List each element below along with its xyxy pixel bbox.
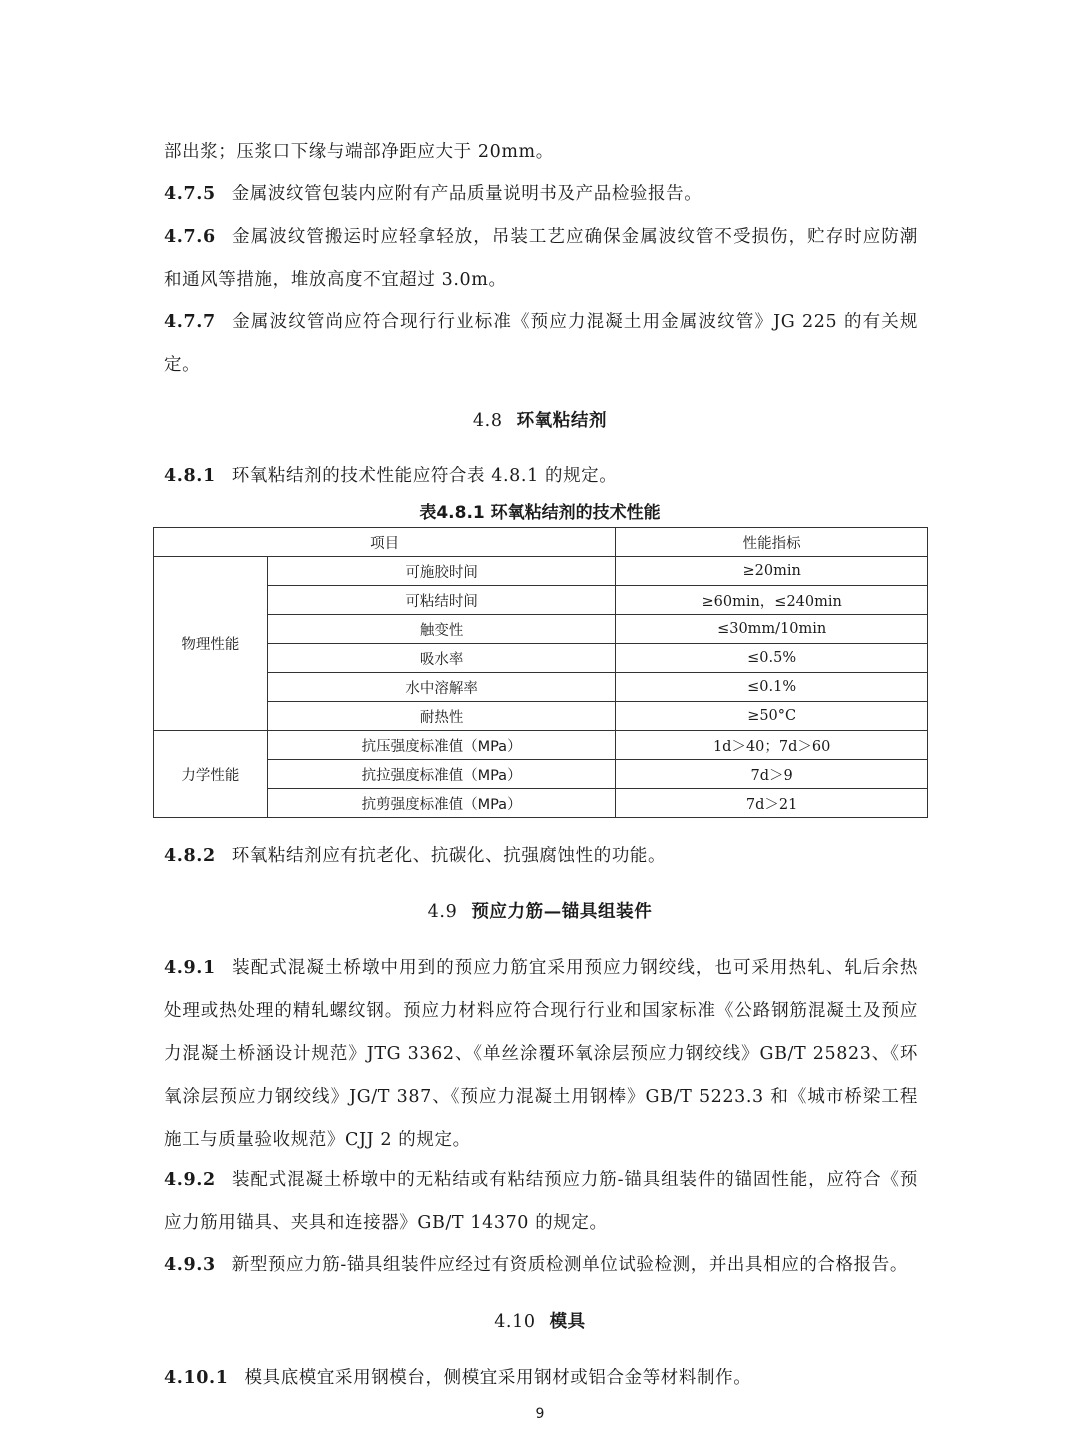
row-item: 可施胶时间	[267, 557, 616, 586]
clause-number: 4.7.5	[164, 184, 216, 204]
table-row	[154, 731, 928, 760]
table-row	[154, 673, 928, 702]
group-label: 力学性能	[154, 731, 268, 818]
section-number: 4.10	[494, 1312, 536, 1332]
section-title: 预应力筋—锚具组装件	[471, 902, 653, 922]
clause-text: 新型预应力筋-锚具组装件应经过有资质检测单位试验检测，并出具相应的合格报告。	[231, 1255, 908, 1275]
clause-number: 4.7.7	[164, 312, 216, 332]
clause-text: 环氧粘结剂的技术性能应符合表 4.8.1 的规定。	[231, 466, 618, 486]
clause-4-7-5	[164, 173, 918, 216]
row-item: 吸水率	[267, 644, 616, 673]
clause-number: 4.9.2	[164, 1170, 216, 1190]
table-row	[154, 557, 928, 586]
row-item: 水中溶解率	[267, 673, 616, 702]
clause-4-10-1	[164, 1357, 918, 1400]
clause-4-9-1	[164, 947, 918, 1162]
row-value: ≥20min	[616, 557, 928, 586]
section-number: 4.8	[472, 411, 503, 431]
section-heading-4-8	[0, 408, 1080, 434]
header-item: 项目	[154, 528, 616, 557]
clause-number: 4.9.1	[164, 958, 216, 978]
clause-number: 4.7.6	[164, 227, 216, 247]
table-row	[154, 760, 928, 789]
row-item: 触变性	[267, 615, 616, 644]
table-row	[154, 702, 928, 731]
section-title: 环氧粘结剂	[516, 411, 608, 431]
clause-4-7-6	[164, 216, 918, 302]
row-value: 1d＞40；7d＞60	[616, 731, 928, 760]
section-number: 4.9	[427, 902, 458, 922]
table-row	[154, 644, 928, 673]
clause-text: 装配式混凝土桥墩中的无粘结或有粘结预应力筋-锚具组装件的锚固性能，应符合《预应力筋用锚具、夹具和连接器》GB/T 14370 的规定。	[164, 1170, 918, 1233]
table-row	[154, 615, 928, 644]
section-heading-4-10	[0, 1309, 1080, 1335]
paragraph-text: 部出浆；压浆口下缘与端部净距应大于 20mm。	[164, 142, 554, 162]
row-value: ≤0.5%	[616, 644, 928, 673]
row-value: ≤30mm/10min	[616, 615, 928, 644]
clause-number: 4.10.1	[164, 1368, 229, 1388]
clause-number: 4.9.3	[164, 1255, 216, 1275]
group-label: 物理性能	[154, 557, 268, 731]
table-header-row	[154, 528, 928, 557]
row-item: 抗压强度标准值（MPa）	[267, 731, 616, 760]
header-value: 性能指标	[616, 528, 928, 557]
row-item: 抗拉强度标准值（MPa）	[267, 760, 616, 789]
clause-number: 4.8.1	[164, 466, 216, 486]
row-item: 可粘结时间	[267, 586, 616, 615]
section-heading-4-9	[0, 899, 1080, 925]
row-value: 7d＞9	[616, 760, 928, 789]
clause-text: 模具底模宜采用钢模台，侧模宜采用钢材或铝合金等材料制作。	[244, 1368, 752, 1388]
clause-text: 金属波纹管尚应符合现行行业标准《预应力混凝土用金属波纹管》JG 225 的有关规定。	[164, 312, 918, 375]
clause-text: 环氧粘结剂应有抗老化、抗碳化、抗强腐蚀性的功能。	[231, 846, 667, 866]
clause-number: 4.8.2	[164, 846, 216, 866]
row-item: 抗剪强度标准值（MPa）	[267, 789, 616, 818]
clause-4-9-3	[164, 1244, 918, 1287]
clause-text: 金属波纹管包装内应附有产品质量说明书及产品检验报告。	[231, 184, 703, 204]
clause-text: 金属波纹管搬运时应轻拿轻放，吊装工艺应确保金属波纹管不受损伤，贮存时应防潮和通风等措施，堆放高度不宜超过 3.0m。	[164, 227, 918, 290]
table-row	[154, 586, 928, 615]
table-row	[154, 789, 928, 818]
clause-4-7-7	[164, 301, 918, 387]
clause-4-8-1	[164, 455, 918, 498]
row-value: ≥50°C	[616, 702, 928, 731]
clause-4-8-2	[164, 835, 918, 878]
row-value: 7d＞21	[616, 789, 928, 818]
clause-text: 装配式混凝土桥墩中用到的预应力筋宜采用预应力钢绞线，也可采用热轧、轧后余热处理或热处理的精轧螺纹钢。预应力材料应符合现行行业和国家标准《公路钢筋混凝土及预应力混凝土桥涵设计规范》JTG 3362、《单丝涂覆环氧涂层预应力钢绞线》GB/T 25823、《环氧涂层预应力钢绞线》JG/T 387、《预应力混凝土用钢棒》GB/T 5223.3 和《城市桥梁工程施工与质量验收规范》CJJ 2 的规定。	[164, 958, 918, 1150]
page-number: 9	[535, 1406, 545, 1422]
section-title: 模具	[549, 1312, 586, 1332]
performance-table	[153, 527, 928, 818]
row-value: ≤0.1%	[616, 673, 928, 702]
paragraph-continuation	[164, 131, 918, 174]
table-caption: 表4.8.1 环氧粘结剂的技术性能	[419, 503, 661, 523]
clause-4-9-2	[164, 1159, 918, 1245]
row-item: 耐热性	[267, 702, 616, 731]
row-value: ≥60min，≤240min	[616, 586, 928, 615]
